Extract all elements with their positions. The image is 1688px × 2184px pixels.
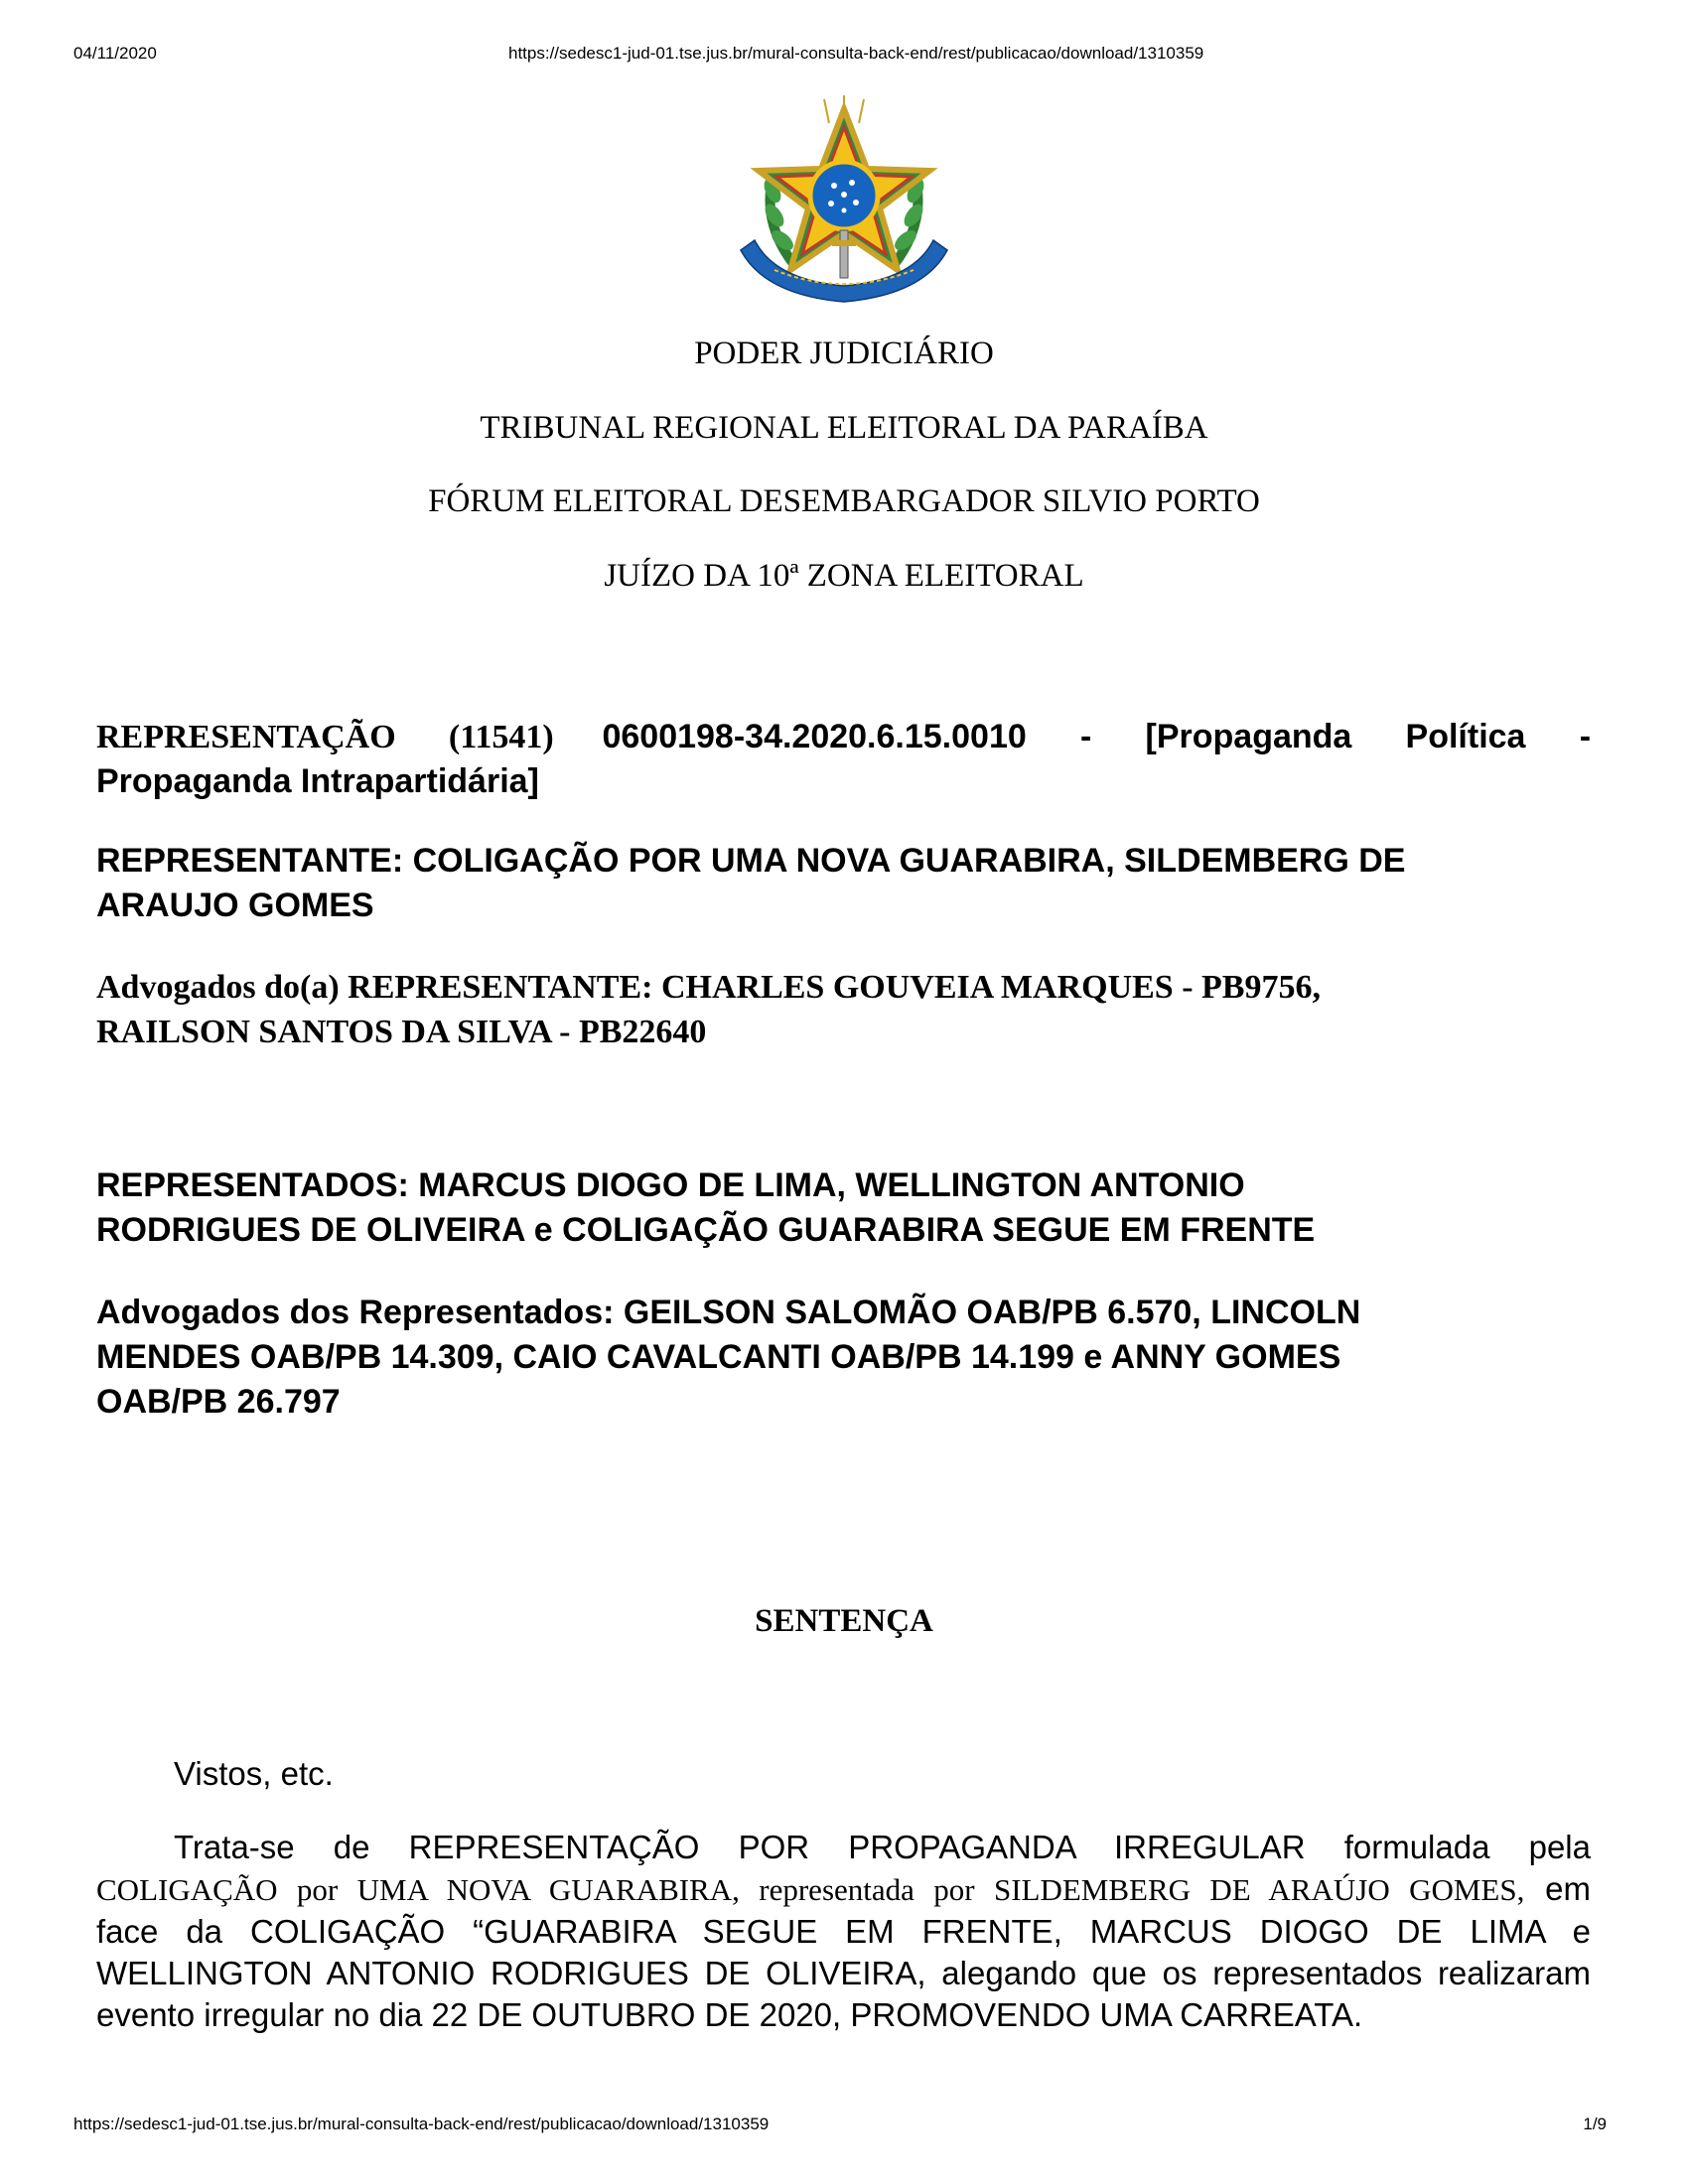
- representados-block: [96, 1163, 1591, 1253]
- heading-tribunal: TRIBUNAL REGIONAL ELEITORAL DA PARAÍBA: [480, 409, 1208, 446]
- advogados-representados-line-1: Advogados dos Representados: GEILSON SALOMÃO OAB/PB 6.570, LINCOLN: [96, 1294, 1361, 1331]
- paragraph-line-2: [96, 1868, 1591, 1911]
- heading-zona: JUÍZO DA 10ª ZONA ELEITORAL: [604, 557, 1084, 594]
- sentenca-title: SENTENÇA: [755, 1603, 933, 1639]
- brazil-coat-of-arms-icon: [735, 91, 953, 310]
- representados-line-2: RODRIGUES DE OLIVEIRA e COLIGAÇÃO GUARABIRA SEGUE EM FRENTE: [96, 1211, 1316, 1249]
- heading-forum: FÓRUM ELEITORAL DESEMBARGADOR SILVIO PORTO: [428, 483, 1260, 519]
- case-class-block: [96, 715, 1591, 804]
- body-paragraph: [96, 1827, 1591, 2036]
- case-class-label: REPRESENTAÇÃO (11541): [96, 719, 554, 755]
- advogados-representante-line-2: RAILSON SANTOS DA SILVA - PB22640: [96, 1014, 707, 1050]
- representados-line-1: REPRESENTADOS: MARCUS DIOGO DE LIMA, WELLINGTON ANTONIO: [96, 1166, 1245, 1204]
- advogados-representados-block: [96, 1291, 1591, 1425]
- paragraph-serif-segment: COLIGAÇÃO por UMA NOVA GUARABIRA, representada por SILDEMBERG DE ARAÚJO GOMES,: [96, 1872, 1525, 1907]
- advogados-representante-line-1: Advogados do(a) REPRESENTANTE: CHARLES GOUVEIA MARQUES - PB9756,: [96, 969, 1321, 1006]
- case-subject: Propaganda Intrapartidária]: [96, 762, 539, 800]
- advogados-representados-line-2: MENDES OAB/PB 14.309, CAIO CAVALCANTI OAB/PB 14.199 e ANNY GOMES: [96, 1338, 1341, 1376]
- paragraph-line-2-tail: em: [1545, 1870, 1592, 1907]
- footer-url: https://sedesc1-jud-01.tse.jus.br/mural-consulta-back-end/rest/publicacao/download/1310359: [73, 2115, 770, 2133]
- advogados-representante-block: [96, 965, 1591, 1054]
- heading-poder-judiciario: PODER JUDICIÁRIO: [694, 336, 994, 371]
- paragraph-line-1: Trata-se de REPRESENTAÇÃO POR PROPAGANDA IRREGULAR formulada pela: [174, 1829, 1591, 1865]
- print-url: https://sedesc1-jud-01.tse.jus.br/mural-consulta-back-end/rest/publicacao/download/1310359: [508, 44, 1204, 63]
- representante-line-2: ARAUJO GOMES: [96, 887, 374, 924]
- representante-line-1: REPRESENTANTE: COLIGAÇÃO POR UMA NOVA GUARABIRA, SILDEMBERG DE: [96, 842, 1406, 880]
- page-number: 1/9: [1583, 2115, 1607, 2133]
- print-date: 04/11/2020: [73, 44, 157, 63]
- paragraph-line-4: WELLINGTON ANTONIO RODRIGUES DE OLIVEIRA, alegando que os representados realizaram: [96, 1955, 1591, 1991]
- court-heading: [0, 334, 1688, 629]
- advogados-representados-line-3: OAB/PB 26.797: [96, 1383, 341, 1421]
- paragraph-line-3: face da COLIGAÇÃO “GUARABIRA SEGUE EM FRENTE, MARCUS DIOGO DE LIMA e: [96, 1913, 1591, 1950]
- paragraph-line-5: evento irregular no dia 22 DE OUTUBRO DE 2020, PROMOVENDO UMA CARREATA.: [96, 1996, 1363, 2033]
- case-number: 0600198-34.2020.6.15.0010 - [Propaganda Política -: [602, 718, 1592, 755]
- representante-block: [96, 839, 1591, 928]
- vistos-line: Vistos, etc.: [174, 1755, 334, 1792]
